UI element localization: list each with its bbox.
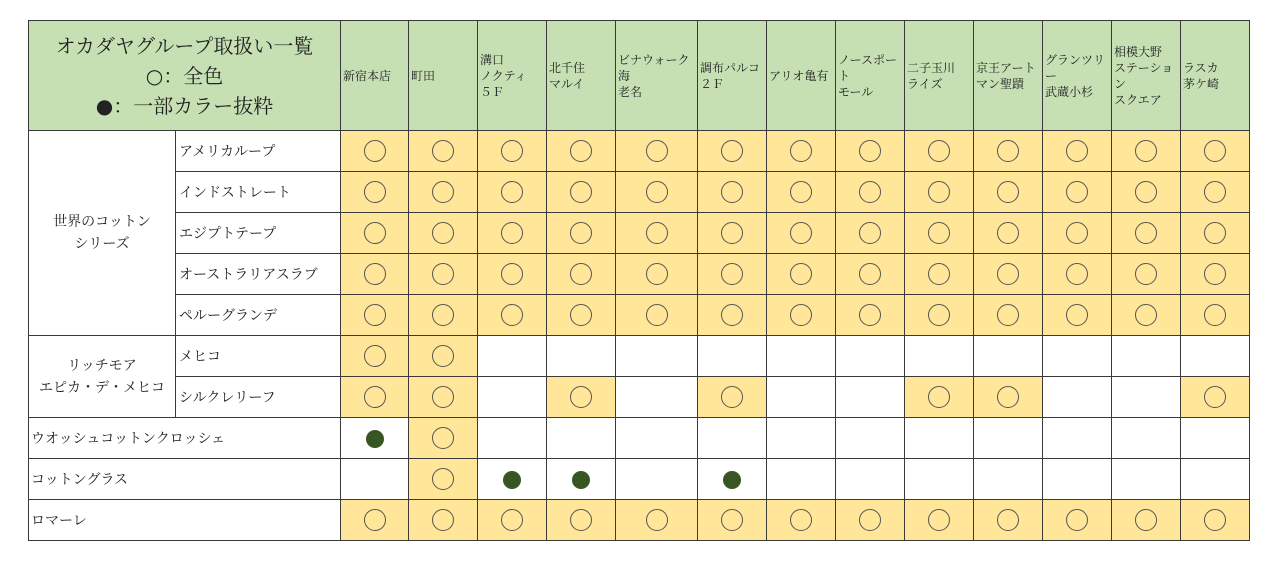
availability-cell (547, 254, 616, 295)
table-row (29, 254, 1250, 295)
availability-cell (547, 459, 616, 500)
all-colors-circle-icon (646, 222, 668, 244)
availability-cell (1181, 336, 1250, 377)
availability-cell (409, 131, 478, 172)
availability-cell (1043, 213, 1112, 254)
availability-cell (1043, 295, 1112, 336)
product-name: インドストレート (176, 172, 341, 213)
availability-cell (341, 500, 409, 541)
availability-cell (547, 295, 616, 336)
availability-cell (478, 418, 547, 459)
all-colors-circle-icon (997, 181, 1019, 203)
all-colors-circle-icon (570, 222, 592, 244)
availability-cell (409, 336, 478, 377)
availability-cell (547, 336, 616, 377)
store-header: 調布パルコ ２Ｆ (698, 21, 767, 131)
availability-cell (1181, 500, 1250, 541)
all-colors-circle-icon (859, 509, 881, 531)
availability-cell (1181, 459, 1250, 500)
availability-cell (905, 254, 974, 295)
availability-cell (1112, 213, 1181, 254)
store-header: アリオ亀有 (767, 21, 836, 131)
all-colors-circle-icon (364, 140, 386, 162)
all-colors-circle-icon (1066, 222, 1088, 244)
availability-cell (974, 213, 1043, 254)
table-row (29, 172, 1250, 213)
all-colors-circle-icon (721, 509, 743, 531)
all-colors-circle-icon (928, 140, 950, 162)
store-header: 新宿本店 (341, 21, 409, 131)
availability-cell (341, 418, 409, 459)
availability-cell (698, 295, 767, 336)
availability-cell (616, 254, 698, 295)
availability-cell (1181, 131, 1250, 172)
availability-cell (1112, 418, 1181, 459)
all-colors-circle-icon (1135, 140, 1157, 162)
all-colors-circle-icon (859, 304, 881, 326)
availability-cell (547, 418, 616, 459)
availability-cell (1043, 377, 1112, 418)
all-colors-circle-icon (1204, 509, 1226, 531)
all-colors-circle-icon (570, 304, 592, 326)
partial-colors-dot-icon (723, 471, 741, 489)
all-colors-circle-icon (432, 509, 454, 531)
availability-cell (616, 295, 698, 336)
all-colors-circle-icon (570, 509, 592, 531)
product-name: コットングラス (29, 459, 341, 500)
availability-cell (698, 213, 767, 254)
all-colors-circle-icon (501, 140, 523, 162)
availability-cell (616, 336, 698, 377)
availability-cell (1112, 172, 1181, 213)
all-colors-circle-icon (364, 222, 386, 244)
availability-cell (478, 172, 547, 213)
series-group-label: 世界のコットン シリーズ (29, 131, 176, 336)
availability-cell (1112, 254, 1181, 295)
availability-cell (616, 377, 698, 418)
all-colors-circle-icon (1204, 222, 1226, 244)
all-colors-circle-icon (859, 181, 881, 203)
all-colors-circle-icon (646, 181, 668, 203)
availability-cell (1112, 459, 1181, 500)
availability-cell (478, 295, 547, 336)
store-header: 北千住 マルイ (547, 21, 616, 131)
availability-cell (974, 459, 1043, 500)
product-name: メヒコ (176, 336, 341, 377)
all-colors-circle-icon (1066, 509, 1088, 531)
all-colors-circle-icon (997, 140, 1019, 162)
all-colors-circle-icon (928, 304, 950, 326)
availability-cell (341, 254, 409, 295)
availability-cell (1112, 295, 1181, 336)
all-colors-circle-icon (432, 386, 454, 408)
all-colors-circle-icon (928, 509, 950, 531)
store-header: ノースポート モール (836, 21, 905, 131)
availability-cell (341, 377, 409, 418)
availability-cell (767, 295, 836, 336)
availability-cell (1112, 336, 1181, 377)
availability-cell (836, 459, 905, 500)
availability-cell (905, 500, 974, 541)
product-name: エジプトテープ (176, 213, 341, 254)
product-name: ウオッシュコットンクロッシェ (29, 418, 341, 459)
all-colors-circle-icon (859, 140, 881, 162)
availability-cell (767, 131, 836, 172)
availability-cell (836, 336, 905, 377)
availability-cell (616, 213, 698, 254)
availability-cell (767, 500, 836, 541)
availability-cell (836, 172, 905, 213)
availability-cell (478, 254, 547, 295)
all-colors-circle-icon (721, 263, 743, 285)
all-colors-circle-icon (997, 222, 1019, 244)
availability-cell (767, 254, 836, 295)
availability-cell (341, 172, 409, 213)
store-header: 溝口 ノクティ ５Ｆ (478, 21, 547, 131)
product-name: ペルーグランデ (176, 295, 341, 336)
availability-cell (905, 377, 974, 418)
availability-cell (1181, 213, 1250, 254)
all-colors-circle-icon (1135, 263, 1157, 285)
availability-cell (767, 459, 836, 500)
store-header: 相模大野 ステーション スクエア (1112, 21, 1181, 131)
availability-cell (341, 213, 409, 254)
availability-cell (409, 172, 478, 213)
availability-cell (974, 500, 1043, 541)
all-colors-circle-icon (432, 304, 454, 326)
availability-cell (341, 295, 409, 336)
all-colors-circle-icon (928, 181, 950, 203)
all-colors-circle-icon (570, 181, 592, 203)
all-colors-circle-icon (501, 304, 523, 326)
all-colors-circle-icon (432, 263, 454, 285)
all-colors-circle-icon (501, 509, 523, 531)
all-colors-circle-icon (997, 386, 1019, 408)
all-colors-circle-icon (928, 386, 950, 408)
all-colors-circle-icon (997, 304, 1019, 326)
all-colors-circle-icon (364, 181, 386, 203)
all-colors-circle-icon (859, 222, 881, 244)
all-colors-circle-icon (790, 263, 812, 285)
all-colors-circle-icon (501, 263, 523, 285)
availability-cell (836, 377, 905, 418)
availability-cell (698, 418, 767, 459)
all-colors-circle-icon (1066, 263, 1088, 285)
partial-colors-dot-icon (503, 471, 521, 489)
availability-cell (767, 172, 836, 213)
partial-colors-dot-icon (366, 430, 384, 448)
all-colors-circle-icon (997, 263, 1019, 285)
title-line: オカダヤグループ取扱い一覧 (55, 33, 314, 58)
availability-cell (836, 213, 905, 254)
store-header: グランツリー 武蔵小杉 (1043, 21, 1112, 131)
availability-cell (767, 336, 836, 377)
table-row (29, 131, 1250, 172)
table-row (29, 295, 1250, 336)
all-colors-circle-icon (1204, 181, 1226, 203)
availability-cell (409, 295, 478, 336)
all-colors-circle-icon (790, 222, 812, 244)
all-colors-circle-icon (721, 181, 743, 203)
availability-cell (905, 131, 974, 172)
all-colors-circle-icon (1135, 509, 1157, 531)
all-colors-circle-icon (432, 345, 454, 367)
availability-cell (478, 336, 547, 377)
availability-cell (547, 377, 616, 418)
table-row (29, 213, 1250, 254)
legend-all-colors: ○：全色 (145, 63, 224, 88)
availability-cell (547, 172, 616, 213)
availability-cell (341, 459, 409, 500)
all-colors-circle-icon (432, 181, 454, 203)
availability-cell (1043, 500, 1112, 541)
all-colors-circle-icon (1204, 140, 1226, 162)
table-row (29, 418, 1250, 459)
availability-cell (767, 377, 836, 418)
availability-cell (974, 295, 1043, 336)
all-colors-circle-icon (501, 222, 523, 244)
availability-cell (616, 418, 698, 459)
all-colors-circle-icon (721, 140, 743, 162)
availability-cell (478, 377, 547, 418)
all-colors-circle-icon (1135, 222, 1157, 244)
all-colors-circle-icon (859, 263, 881, 285)
store-header: ラスカ 茅ケ崎 (1181, 21, 1250, 131)
availability-cell (341, 131, 409, 172)
availability-cell (905, 418, 974, 459)
table-row (29, 500, 1250, 541)
all-colors-circle-icon (646, 263, 668, 285)
table-title (29, 21, 341, 131)
store-header: 町田 (409, 21, 478, 131)
availability-cell (1181, 295, 1250, 336)
availability-cell (698, 172, 767, 213)
all-colors-circle-icon (364, 509, 386, 531)
availability-cell (409, 213, 478, 254)
all-colors-circle-icon (1204, 263, 1226, 285)
availability-cell (1181, 172, 1250, 213)
table-row (29, 336, 1250, 377)
all-colors-circle-icon (364, 345, 386, 367)
all-colors-circle-icon (1135, 181, 1157, 203)
availability-cell (478, 459, 547, 500)
availability-cell (409, 254, 478, 295)
availability-cell (698, 500, 767, 541)
all-colors-circle-icon (646, 304, 668, 326)
availability-cell (1112, 377, 1181, 418)
availability-cell (478, 500, 547, 541)
all-colors-circle-icon (501, 181, 523, 203)
all-colors-circle-icon (646, 509, 668, 531)
availability-cell (547, 213, 616, 254)
availability-cell (905, 213, 974, 254)
availability-cell (1043, 418, 1112, 459)
all-colors-circle-icon (432, 468, 454, 490)
all-colors-circle-icon (570, 386, 592, 408)
all-colors-circle-icon (721, 304, 743, 326)
all-colors-circle-icon (790, 140, 812, 162)
availability-cell (616, 172, 698, 213)
availability-cell (1181, 254, 1250, 295)
all-colors-circle-icon (928, 222, 950, 244)
availability-cell (547, 500, 616, 541)
all-colors-circle-icon (364, 263, 386, 285)
availability-cell (974, 377, 1043, 418)
availability-cell (1112, 500, 1181, 541)
legend-partial-colors: ●：一部カラー抜粋 (95, 93, 274, 118)
all-colors-circle-icon (790, 304, 812, 326)
store-header: 京王アート マン聖蹟 (974, 21, 1043, 131)
all-colors-circle-icon (997, 509, 1019, 531)
availability-cell (341, 336, 409, 377)
availability-cell (974, 254, 1043, 295)
all-colors-circle-icon (790, 509, 812, 531)
availability-cell (698, 254, 767, 295)
availability-cell (616, 131, 698, 172)
availability-cell (974, 131, 1043, 172)
availability-cell (974, 418, 1043, 459)
all-colors-circle-icon (721, 222, 743, 244)
availability-cell (836, 254, 905, 295)
availability-cell (698, 336, 767, 377)
availability-cell (767, 418, 836, 459)
availability-cell (547, 131, 616, 172)
availability-cell (409, 418, 478, 459)
all-colors-circle-icon (364, 386, 386, 408)
availability-cell (1112, 131, 1181, 172)
availability-cell (1043, 459, 1112, 500)
product-name: アメリカループ (176, 131, 341, 172)
all-colors-circle-icon (1066, 304, 1088, 326)
availability-cell (1043, 336, 1112, 377)
availability-cell (698, 459, 767, 500)
store-header: ビナウォーク海 老名 (616, 21, 698, 131)
all-colors-circle-icon (570, 140, 592, 162)
availability-cell (409, 377, 478, 418)
availability-cell (836, 131, 905, 172)
availability-cell (1043, 131, 1112, 172)
availability-cell (1043, 172, 1112, 213)
availability-cell (698, 131, 767, 172)
availability-cell (974, 336, 1043, 377)
product-name: シルクレリーフ (176, 377, 341, 418)
all-colors-circle-icon (646, 140, 668, 162)
availability-cell (616, 459, 698, 500)
all-colors-circle-icon (432, 222, 454, 244)
availability-cell (836, 418, 905, 459)
all-colors-circle-icon (432, 427, 454, 449)
availability-cell (767, 213, 836, 254)
store-header: 二子玉川 ライズ (905, 21, 974, 131)
all-colors-circle-icon (790, 181, 812, 203)
all-colors-circle-icon (721, 386, 743, 408)
table-row (29, 377, 1250, 418)
availability-cell (409, 500, 478, 541)
all-colors-circle-icon (1204, 304, 1226, 326)
availability-cell (905, 336, 974, 377)
availability-cell (698, 377, 767, 418)
availability-cell (1181, 418, 1250, 459)
all-colors-circle-icon (1066, 181, 1088, 203)
availability-cell (905, 172, 974, 213)
availability-cell (1043, 254, 1112, 295)
availability-cell (616, 500, 698, 541)
all-colors-circle-icon (1204, 386, 1226, 408)
all-colors-circle-icon (570, 263, 592, 285)
all-colors-circle-icon (364, 304, 386, 326)
all-colors-circle-icon (928, 263, 950, 285)
product-name: ロマーレ (29, 500, 341, 541)
availability-cell (905, 459, 974, 500)
availability-cell (974, 172, 1043, 213)
all-colors-circle-icon (432, 140, 454, 162)
availability-cell (409, 459, 478, 500)
table-row (29, 459, 1250, 500)
series-group-label: リッチモア エピカ・デ・メヒコ (29, 336, 176, 418)
availability-cell (836, 500, 905, 541)
availability-cell (836, 295, 905, 336)
all-colors-circle-icon (1066, 140, 1088, 162)
availability-table (28, 20, 1250, 541)
availability-cell (478, 213, 547, 254)
availability-cell (1181, 377, 1250, 418)
product-name: オーストラリアスラブ (176, 254, 341, 295)
availability-cell (905, 295, 974, 336)
availability-cell (478, 131, 547, 172)
partial-colors-dot-icon (572, 471, 590, 489)
all-colors-circle-icon (1135, 304, 1157, 326)
